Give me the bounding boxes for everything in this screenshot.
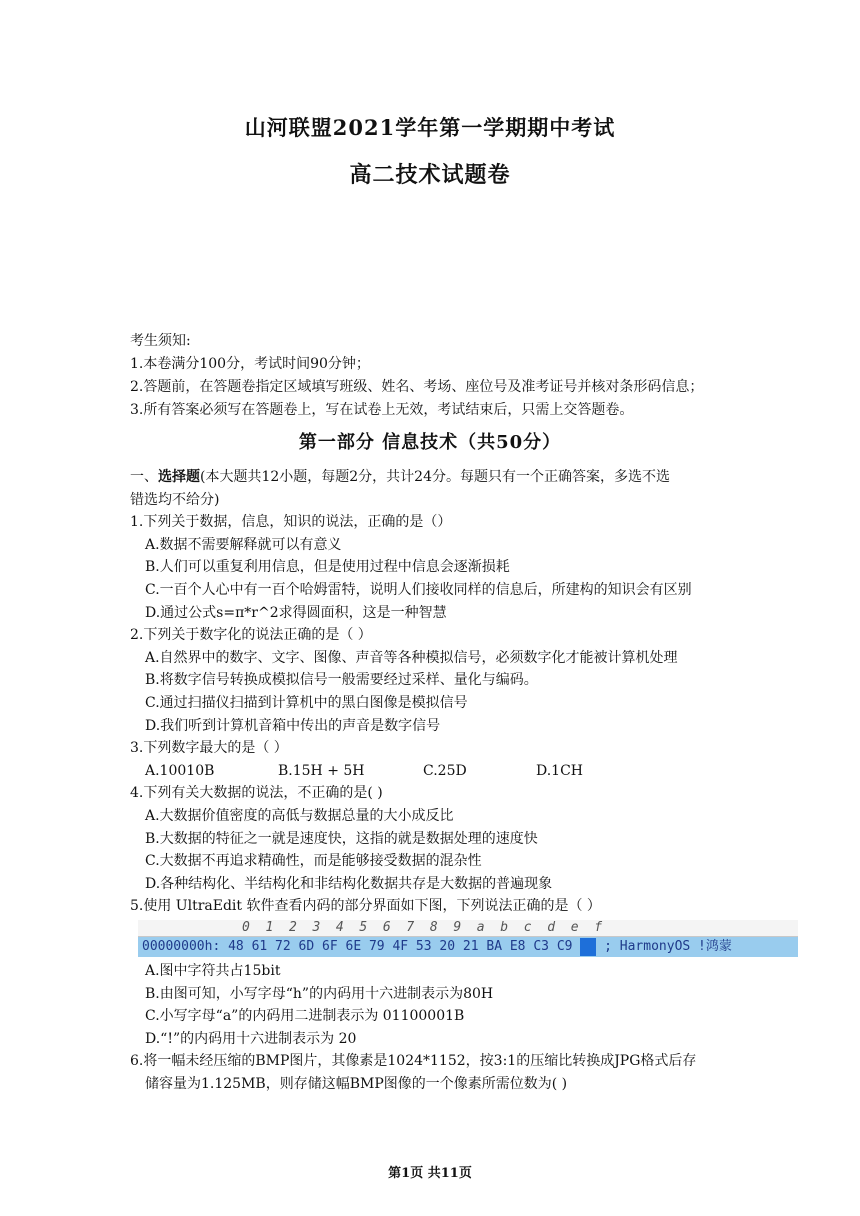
candidate-notes <box>130 330 750 422</box>
hex-column-header: 0 1 2 3 4 5 6 7 8 9 a b c d e f <box>138 920 798 937</box>
hex-ascii: ; HarmonyOS !鸿蒙 <box>596 939 732 954</box>
q5-option-c: C.小写字母“a”的内码用二进制表示为 01100001B <box>145 1008 465 1025</box>
q5-option-a: A.图中字符共占15bit <box>145 963 281 979</box>
q2-option-b: B.将数字信号转换成模拟信号一般需要经过采样、量化与编码。 <box>145 672 538 689</box>
q3-option-b: B.15H + 5H <box>278 762 365 779</box>
page-footer: 第1页 共11页 <box>388 1166 472 1181</box>
q3-options <box>130 760 730 783</box>
part-intro-text: (本大题共12小题，每题2分，共计24分。每题只有一个正确答案，多选不选 <box>200 469 670 485</box>
q6-stem-cont: 储容量为1.125MB，则存储这幅BMP图像的一个像素所需位数为( ) <box>145 1075 568 1092</box>
questions-continued <box>130 960 730 1096</box>
hex-data-row <box>138 937 798 957</box>
q2-option-d: D.我们听到计算机音箱中传出的声音是数字信号 <box>145 717 441 734</box>
text-cursor-icon <box>580 938 596 956</box>
questions <box>130 466 730 918</box>
exam-title: 山河联盟2021学年第一学期期中考试 <box>244 115 616 140</box>
hex-bytes: 00000000h: 48 61 72 6D 6F 6E 79 4F 53 20 21 BA E8 C3 C9 <box>142 939 581 954</box>
part-intro-prefix: 一、 <box>130 469 158 485</box>
q1-option-a: A.数据不需要解释就可以有意义 <box>145 536 342 553</box>
notes-heading: 考生须知: <box>130 333 191 349</box>
q3-option-c: C.25D <box>423 762 467 779</box>
q2-option-a: A.自然界中的数字、文字、图像、声音等各种模拟信号，必须数字化才能被计算机处理 <box>145 649 678 666</box>
q5-option-d: D.“!”的内码用十六进制表示为 20 <box>145 1030 357 1047</box>
q2-option-c: C.通过扫描仪扫描到计算机中的黑白图像是模拟信号 <box>145 694 468 711</box>
notes-item: 2.答题前，在答题卷指定区域填写班级、姓名、考场、座位号及准考证号并核对条形码信息； <box>130 379 704 395</box>
q4-option-a: A.大数据价值密度的高低与数据总量的大小成反比 <box>145 807 454 824</box>
part-intro-cont: 错选均不给分) <box>130 491 220 508</box>
q5-stem: 5.使用 UltraEdit 软件查看内码的部分界面如下图，下列说法正确的是（ ） <box>130 898 601 915</box>
part-intro <box>130 466 730 489</box>
notes-item: 3.所有答案必须写在答题卷上，写在试卷上无效，考试结束后，只需上交答题卷。 <box>130 402 634 418</box>
ultraedit-hex-view <box>138 920 798 958</box>
q3-option-d: D.1CH <box>536 762 584 779</box>
part-intro-bold: 选择题 <box>158 469 200 485</box>
q3-stem: 3.下列数字最大的是（ ） <box>130 740 288 757</box>
q1-option-c: C.一百个人心中有一百个哈姆雷特，说明人们接收同样的信息后，所建构的知识会有区别 <box>145 581 692 598</box>
q4-option-b: B.大数据的特征之一就是速度快，这指的就是数据处理的速度快 <box>145 830 538 847</box>
q4-option-d: D.各种结构化、半结构化和非结构化数据共存是大数据的普遍现象 <box>145 875 553 892</box>
q2-stem: 2.下列关于数字化的说法正确的是（ ） <box>130 627 372 644</box>
q1-stem: 1.下列关于数据，信息，知识的说法，正确的是（） <box>130 514 452 531</box>
q1-option-b: B.人们可以重复利用信息，但是使用过程中信息会逐渐损耗 <box>145 559 510 576</box>
exam-subtitle: 高二技术试题卷 <box>349 162 511 188</box>
notes-item: 1.本卷满分100分，考试时间90分钟； <box>130 356 370 372</box>
q4-option-c: C.大数据不再追求精确性，而是能够接受数据的混杂性 <box>145 853 482 870</box>
q6-stem: 6.将一幅未经压缩的BMP图片，其像素是1024*1152，按3:1的压缩比转换成JPG格式后存 <box>130 1053 697 1070</box>
q1-option-d: D.通过公式s=π*r^2求得圆面积，这是一种智慧 <box>145 604 447 621</box>
section-title: 第一部分 信息技术（共50分） <box>298 432 562 453</box>
q5-option-b: B.由图可知，小写字母“h”的内码用十六进制表示为80H <box>145 985 494 1002</box>
q3-option-a: A.10010B <box>145 762 215 779</box>
q4-stem: 4.下列有关大数据的说法，不正确的是( ) <box>130 785 383 802</box>
